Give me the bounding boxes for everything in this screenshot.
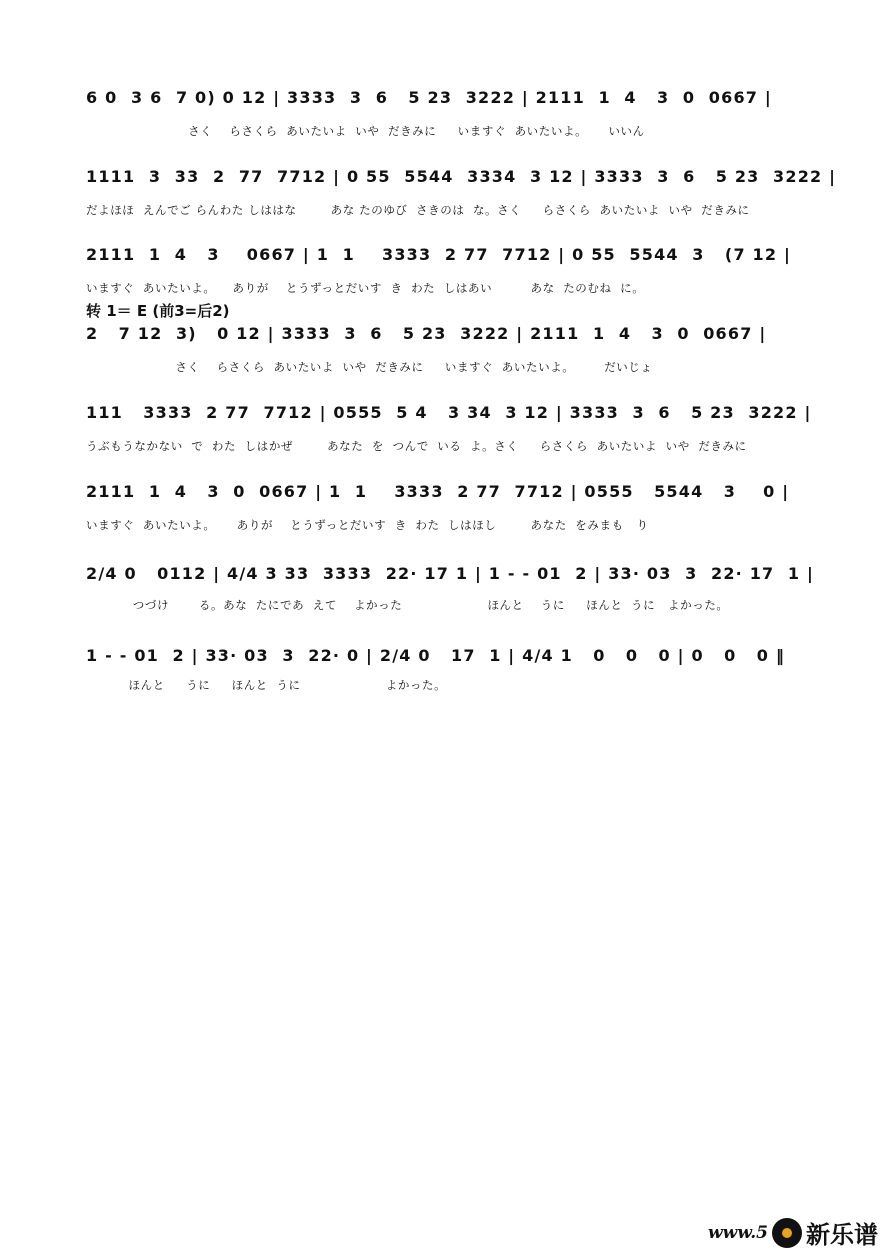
notes-line-7: 2/4 0 0112 | 4/4 3 33 3333 22· 17 1 | 1 - - 01 2 | 33· 03 3 22· 17 1 | [86, 564, 815, 583]
notes-line-2: 1111 3 33 2 77 7712 | 0 55 5544 3334 3 12 | 3333 3 6 5 23 3222 | [86, 167, 837, 186]
watermark-site-name: 新乐谱 [806, 1221, 878, 1249]
notes-line-1: 6 0 3 6 7 0) 0 12 | 3333 3 6 5 23 3222 | 2111 1 4 3 0 0667 | [86, 88, 772, 107]
lyrics-line-8: ほんと うに ほんと うに よかった。 [86, 678, 447, 692]
notes-line-8: 1 - - 01 2 | 33· 03 3 22· 0 | 2/4 0 17 1 | 4/4 1 0 0 0 | 0 0 0 ‖ [86, 646, 786, 665]
notes-line-3: 2111 1 4 3 0667 | 1 1 3333 2 77 7712 | 0 55 5544 3 (7 12 | [86, 245, 792, 264]
lyrics-line-6: いますぐ あいたいよ。 ありが とうずっとだいす き わた しはほし あなた をみまも り [86, 518, 649, 532]
notes-line-6: 2111 1 4 3 0 0667 | 1 1 3333 2 77 7712 | 0555 5544 3 0 | [86, 482, 790, 501]
lyrics-line-2: だよほほ えんでご らんわた しははな あな たのゆび さきのは な。さく らさくら あいたいよ いや だきみに [86, 203, 750, 217]
record-logo-icon [772, 1218, 802, 1248]
notes-line-5: 111 3333 2 77 7712 | 0555 5 4 3 34 3 12 | 3333 3 6 5 23 3222 | [86, 403, 812, 422]
watermark-url: www.5 [708, 1222, 768, 1243]
lyrics-line-5: うぶもうなかない で わた しはかぜ あなた を つんで いる よ。さく らさくら あいたいよ いや だきみに [86, 439, 747, 453]
lyrics-line-3: いますぐ あいたいよ。 ありが とうずっとだいす き わた しはあい あな たのむね に。 [86, 281, 645, 295]
lyrics-line-1: さく らさくら あいたいよ いや だきみに いますぐ あいたいよ。 いいん [86, 124, 645, 138]
site-watermark [708, 1215, 878, 1250]
lyrics-line-4: さく らさくら あいたいよ いや だきみに いますぐ あいたいよ。 だいじょ [86, 360, 653, 374]
lyrics-line-7: つづけ る。あな たにであ えて よかった ほんと うに ほんと うに よかった。 [86, 598, 729, 612]
notes-line-4: 2 7 12 3) 0 12 | 3333 3 6 5 23 3222 | 2111 1 4 3 0 0667 | [86, 324, 767, 343]
key-change-label: 转 1＝ E (前3=后2) [86, 302, 230, 320]
